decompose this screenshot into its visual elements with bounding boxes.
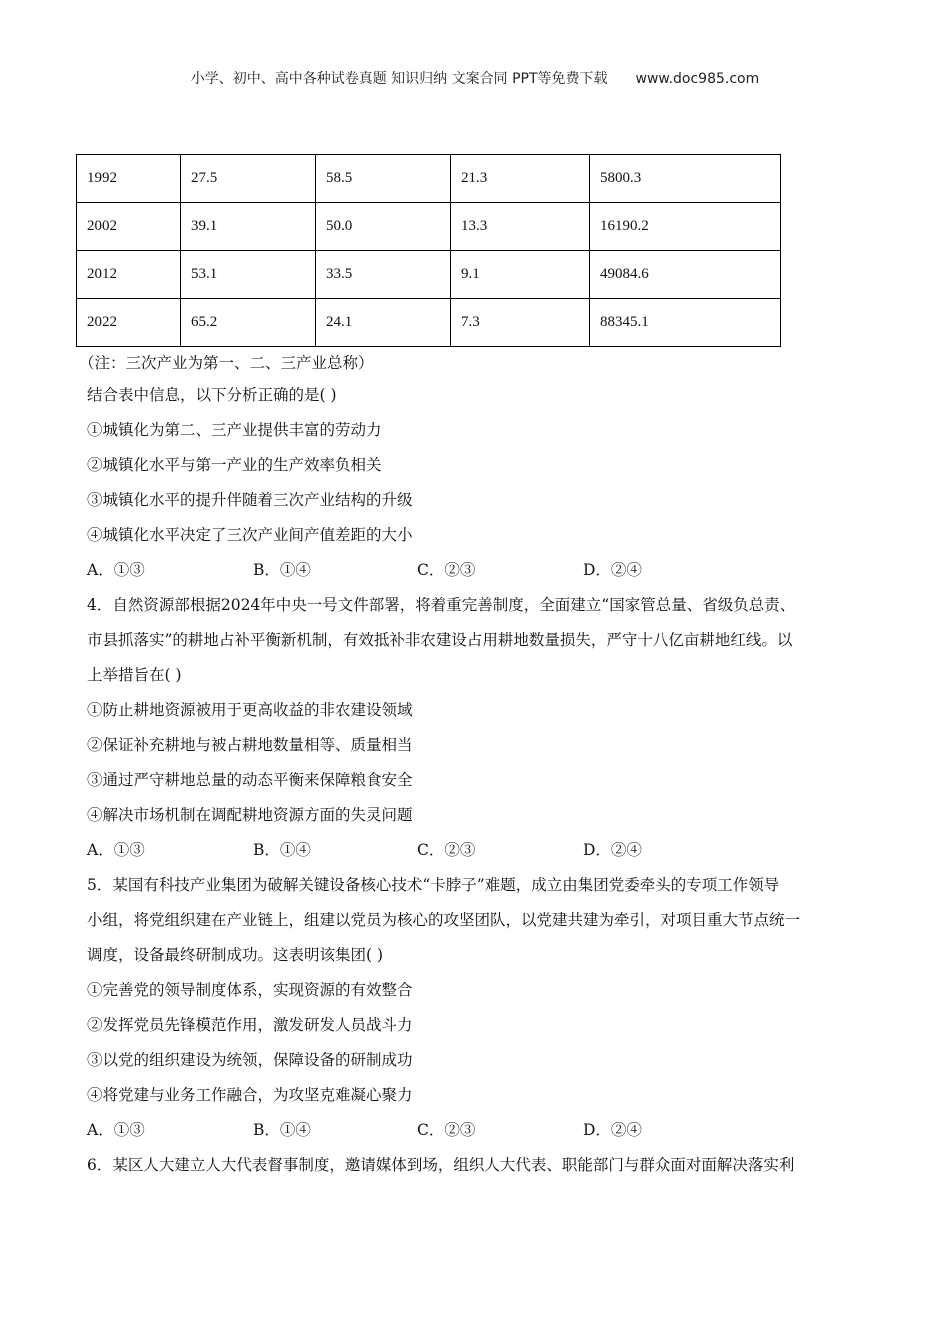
questions-content: [79, 348, 877, 1183]
table-row: [77, 299, 781, 347]
q4-option-d[interactable]: D．②④: [583, 841, 642, 859]
q4-statement: ④解决市场机制在调配耕地资源方面的失灵问题: [87, 806, 413, 824]
q3-statement: ③城镇化水平的提升伴随着三次产业结构的升级: [87, 491, 413, 509]
q3-options: [87, 553, 877, 588]
table-cell: 1992: [77, 155, 181, 203]
q4-stem-line: 4．自然资源部根据2024年中央一号文件部署，将着重完善制度，全面建立“国家管总量、省级负总责、: [87, 596, 796, 614]
q3-option-d[interactable]: D．②④: [583, 561, 642, 579]
q5-option-a[interactable]: A．①③: [87, 1121, 145, 1139]
table-cell: 9.1: [451, 251, 590, 299]
q5-stem-line: 小组，将党组织建在产业链上，组建以党员为核心的攻坚团队，以党建共建为牵引，对项目重大节点统一: [87, 911, 801, 929]
q4-stem-line: 市县抓落实”的耕地占补平衡新机制，有效抵补非农建设占用耕地数量损失，严守十八亿亩耕地红线。以: [87, 631, 793, 649]
table-row: [77, 203, 781, 251]
table-cell: 39.1: [181, 203, 316, 251]
q3-statement: ④城镇化水平决定了三次产业间产值差距的大小: [87, 526, 413, 544]
q5-option-d[interactable]: D．②④: [583, 1121, 642, 1139]
table-row: [77, 251, 781, 299]
q5-option-b[interactable]: B．①④: [253, 1121, 311, 1139]
table-cell: 88345.1: [590, 299, 781, 347]
q5-stem-line: 调度，设备最终研制成功。这表明该集团( ): [87, 946, 384, 964]
q6-stem-line: 6．某区人大建立人大代表督事制度，邀请媒体到场，组织人大代表、职能部门与群众面对面解决落实利: [87, 1156, 795, 1174]
q5-statement: ④将党建与业务工作融合，为攻坚克难凝心聚力: [87, 1086, 413, 1104]
q3-note: （注：三次产业为第一、二、三产业总称）: [79, 354, 374, 372]
q4-statement: ③通过严守耕地总量的动态平衡来保障粮食安全: [87, 771, 413, 789]
q4-statement: ①防止耕地资源被用于更高收益的非农建设领域: [87, 701, 413, 719]
q5-statement: ①完善党的领导制度体系，实现资源的有效整合: [87, 981, 413, 999]
page-header: [0, 68, 950, 88]
q5-options: [87, 1113, 877, 1148]
q5-statement: ②发挥党员先锋模范作用，激发研发人员战斗力: [87, 1016, 413, 1034]
table-cell: 2022: [77, 299, 181, 347]
q3-statement: ②城镇化水平与第一产业的生产效率负相关: [87, 456, 382, 474]
q4-option-b[interactable]: B．①④: [253, 841, 311, 859]
table-cell: 7.3: [451, 299, 590, 347]
q3-option-a[interactable]: A．①③: [87, 561, 145, 579]
table-cell: 33.5: [316, 251, 451, 299]
q4-stem-line: 上举措旨在( ): [87, 666, 182, 684]
table-cell: 21.3: [451, 155, 590, 203]
q3-statement: ①城镇化为第二、三产业提供丰富的劳动力: [87, 421, 382, 439]
table-cell: 13.3: [451, 203, 590, 251]
q3-option-c[interactable]: C．②③: [417, 561, 476, 579]
q5-stem-line: 5．某国有科技产业集团为破解关键设备核心技术“卡脖子”难题，成立由集团党委牵头的专项工作领导: [87, 876, 780, 894]
q5-statement: ③以党的组织建设为统领，保障设备的研制成功: [87, 1051, 413, 1069]
q3-option-b[interactable]: B．①④: [253, 561, 311, 579]
table-row: [77, 155, 781, 203]
table-cell: 24.1: [316, 299, 451, 347]
table-cell: 16190.2: [590, 203, 781, 251]
header-text: 小学、初中、高中各种试卷真题 知识归纳 文案合同 PPT等免费下载: [190, 71, 608, 87]
table-cell: 58.5: [316, 155, 451, 203]
q4-statement: ②保证补充耕地与被占耕地数量相等、质量相当: [87, 736, 413, 754]
table-cell: 53.1: [181, 251, 316, 299]
q5-option-c[interactable]: C．②③: [417, 1121, 476, 1139]
header-site-link[interactable]: www.doc985.com: [635, 71, 760, 87]
q4-options: [87, 833, 877, 868]
table-cell: 65.2: [181, 299, 316, 347]
q4-option-a[interactable]: A．①③: [87, 841, 145, 859]
q3-stem: 结合表中信息，以下分析正确的是( ): [87, 386, 337, 404]
data-table: [76, 154, 781, 347]
table-cell: 27.5: [181, 155, 316, 203]
q4-option-c[interactable]: C．②③: [417, 841, 476, 859]
table-cell: 2012: [77, 251, 181, 299]
table-cell: 2002: [77, 203, 181, 251]
table-cell: 50.0: [316, 203, 451, 251]
table-cell: 49084.6: [590, 251, 781, 299]
table-cell: 5800.3: [590, 155, 781, 203]
